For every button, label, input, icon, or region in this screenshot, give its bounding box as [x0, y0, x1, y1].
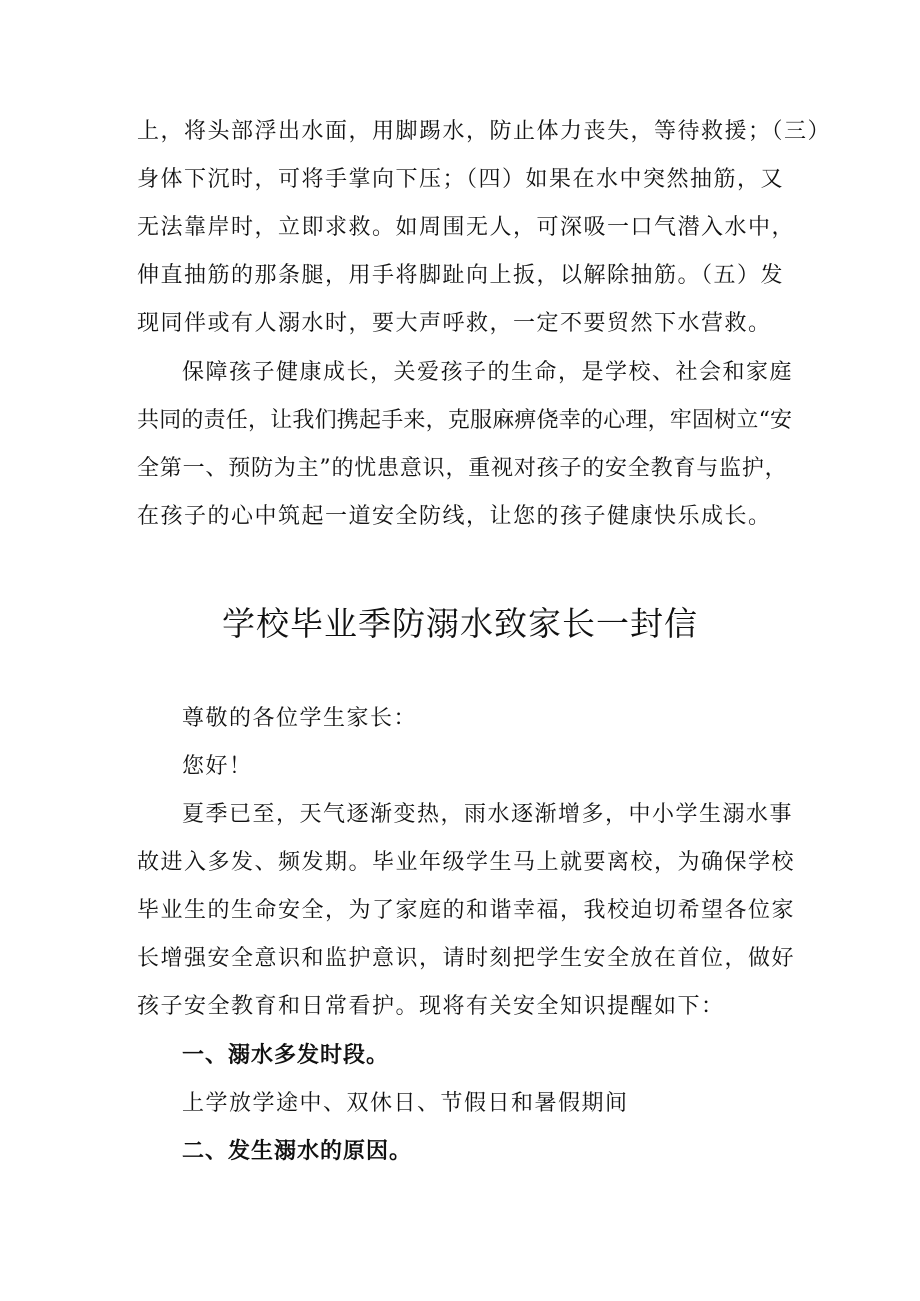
- body-line: 现同伴或有人溺水时，要大声呼救，一定不要贸然下水营救。: [137, 311, 772, 336]
- intro-paragraph-line: 毕业生的生命安全，为了家庭的和谐幸福，我校迫切希望各位家: [137, 898, 796, 923]
- body-line: 上，将头部浮出水面，用脚踢水，防止体力丧失，等待救援；（三）: [137, 119, 832, 144]
- intro-paragraph-line: 故进入多发、频发期。毕业年级学生马上就要离校，为确保学校: [137, 850, 796, 875]
- closing-paragraph-line: 在孩子的心中筑起一道安全防线，让您的孩子健康快乐成长。: [137, 504, 772, 529]
- letter-title: 学校毕业季防溺水致家长一封信: [222, 604, 698, 643]
- body-line: 身体下沉时，可将手掌向下压；（四）如果在水中突然抽筋，又: [137, 167, 785, 192]
- greeting: 您好！: [182, 754, 253, 779]
- closing-paragraph-line: 共同的责任，让我们携起手来，克服麻痹侥幸的心理，牢固树立“安: [137, 408, 793, 433]
- intro-paragraph-line: 孩子安全教育和日常看护。现将有关安全知识提醒如下：: [137, 994, 725, 1019]
- closing-paragraph-line: 全第一、预防为主”的忧患意识，重视对孩子的安全教育与监护，: [137, 456, 788, 481]
- section-body-1: 上学放学途中、双休日、节假日和暑假期间: [182, 1091, 629, 1116]
- section-heading-1: 一、溺水多发时段。: [182, 1043, 390, 1068]
- body-line: 伸直抽筋的那条腿，用手将脚趾向上扳，以解除抽筋。（五）发: [137, 263, 785, 288]
- intro-paragraph-line: 长增强安全意识和监护意识，请时刻把学生安全放在首位，做好: [137, 946, 796, 971]
- body-line: 无法靠岸时，立即求救。如周围无人，可深吸一口气潜入水中，: [137, 215, 796, 240]
- salutation: 尊敬的各位学生家长：: [182, 706, 418, 731]
- section-heading-2: 二、发生溺水的原因。: [182, 1139, 413, 1164]
- intro-paragraph-line: 夏季已至，天气逐渐变热，雨水逐渐增多，中小学生溺水事: [182, 802, 794, 827]
- closing-paragraph-line: 保障孩子健康成长，关爱孩子的生命，是学校、社会和家庭: [182, 360, 794, 385]
